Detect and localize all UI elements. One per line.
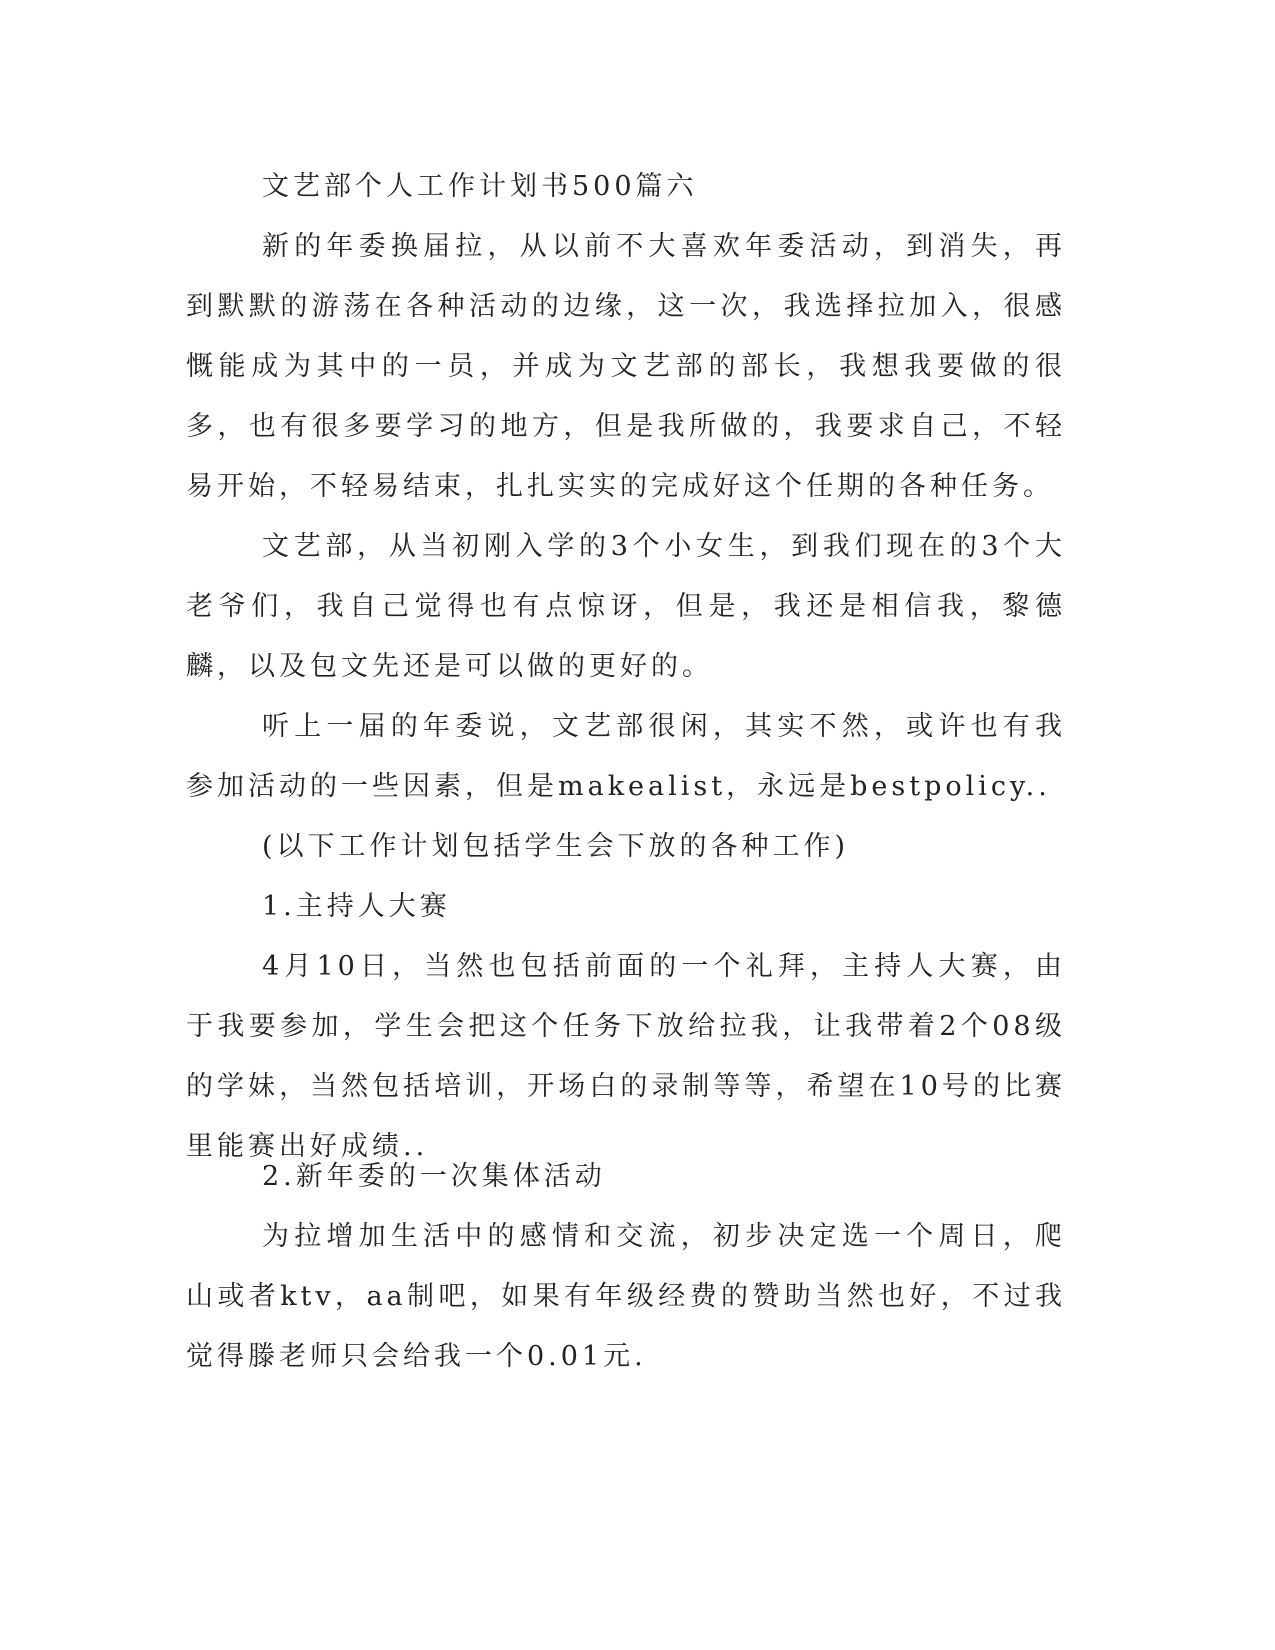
paragraph-plan-note: (以下工作计划包括学生会下放的各种工作) bbox=[262, 831, 850, 862]
section-heading-host-contest: 1.主持人大赛 bbox=[262, 891, 451, 922]
document-title: 文艺部个人工作计划书500篇六 bbox=[262, 171, 698, 202]
paragraph-intro: 新的年委换届拉，从以前不大喜欢年委活动，到消失，再到默默的游荡在各种活动的边缘，这一次，我选择拉加入，很感慨能成为其中的一员，并成为文艺部的部长，我想我要做的很多，也有很多要学习的地方，但是我所做的，我要求自己，不轻易开始，不轻易结束，扎扎实实的完成好这个任期的各种任务。 bbox=[186, 231, 1066, 502]
paragraph-group-activity: 为拉增加生活中的感情和交流，初步决定选一个周日，爬山或者ktv，aa制吧，如果有年级经费的赞助当然也好，不过我觉得滕老师只会给我一个0.01元. bbox=[186, 1221, 1066, 1372]
section-heading-group-activity: 2.新年委的一次集体活动 bbox=[262, 1161, 606, 1192]
paragraph-host-contest: 4月10日，当然也包括前面的一个礼拜，主持人大赛，由于我要参加，学生会把这个任务下放给拉我，让我带着2个08级的学妹，当然包括培训，开场白的录制等等，希望在10号的比赛里能赛出好成绩.. bbox=[186, 951, 1066, 1162]
paragraph-previous-committee: 听上一届的年委说，文艺部很闲，其实不然，或许也有我参加活动的一些因素，但是makealist，永远是bestpolicy.. bbox=[186, 711, 1066, 802]
paragraph-department: 文艺部，从当初刚入学的3个小女生，到我们现在的3个大老爷们，我自己觉得也有点惊讶，但是，我还是相信我，黎德麟，以及包文先还是可以做的更好的。 bbox=[186, 531, 1066, 682]
